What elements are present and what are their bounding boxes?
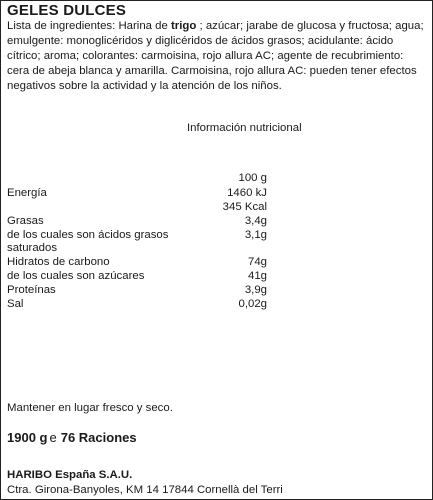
net-weight: 1900 g: [7, 430, 48, 445]
nutrient-label: de los cuales son azúcares: [7, 270, 145, 282]
per-100g-label: 100 g: [238, 172, 267, 184]
net-quantity: [7, 430, 137, 445]
ingredients-prefix: Lista de ingredientes: Harina de: [7, 20, 172, 32]
estimated-sign: e: [49, 430, 57, 445]
nutrition-row: [7, 228, 267, 242]
company-name: HARIBO España S.A.U.: [7, 469, 133, 481]
nutrition-row: [7, 186, 267, 200]
nutrient-value: 0,02g: [238, 298, 267, 310]
nutrition-row: [7, 241, 267, 255]
nutrient-label: Energía: [7, 187, 47, 199]
nutrient-value: 3,4g: [244, 215, 267, 227]
nutrient-label: de los cuales son ácidos grasos: [7, 229, 169, 241]
ingredients-list: [7, 19, 427, 94]
allergen-text: trigo: [171, 20, 197, 32]
nutrition-row: [7, 297, 267, 311]
nutrient-label: Sal: [7, 298, 24, 310]
servings: 76 Raciones: [60, 430, 137, 445]
nutrient-value: 3,1g: [244, 229, 267, 241]
company-address: Ctra. Girona-Banyoles, KM 14 17844 Cornellà del Terri: [7, 484, 283, 496]
ingredients-rest: ; azúcar; jarabe de glucosa y fructosa; agua; emulgente: monoglicéridos y diglicéridos de ácidos grasos; acidulante: ácido cítrico; aroma; colorantes: carmoisina, rojo allura AC; agente de recubrimiento: cera de abeja blanca y amarilla. Carmoisina, rojo allura AC: pueden tener efectos negativos sobre la actividad y la atención de los niños.: [7, 20, 424, 92]
nutrition-row: [7, 283, 267, 297]
nutrient-value: 345 Kcal: [222, 201, 267, 213]
nutrition-row: [7, 255, 267, 269]
nutrient-value: 41g: [247, 270, 267, 282]
nutrient-label: Grasas: [7, 215, 44, 227]
nutrient-label: saturados: [7, 242, 58, 254]
nutrient-label: Proteínas: [7, 284, 56, 296]
nutrition-row: [7, 269, 267, 283]
storage-instructions: Mantener en lugar fresco y seco.: [7, 402, 173, 414]
nutrient-value: 1460 kJ: [227, 187, 267, 199]
nutrient-label: Hidratos de carbono: [7, 256, 110, 268]
nutrition-row: [7, 200, 267, 214]
product-title: GELES DULCES: [7, 2, 127, 19]
nutrient-value: 74g: [247, 256, 267, 268]
nutrient-value: 3,9g: [244, 284, 267, 296]
nutrition-row: [7, 214, 267, 228]
nutrition-header-row: [7, 171, 267, 185]
nutrition-heading: Información nutricional: [187, 122, 302, 134]
